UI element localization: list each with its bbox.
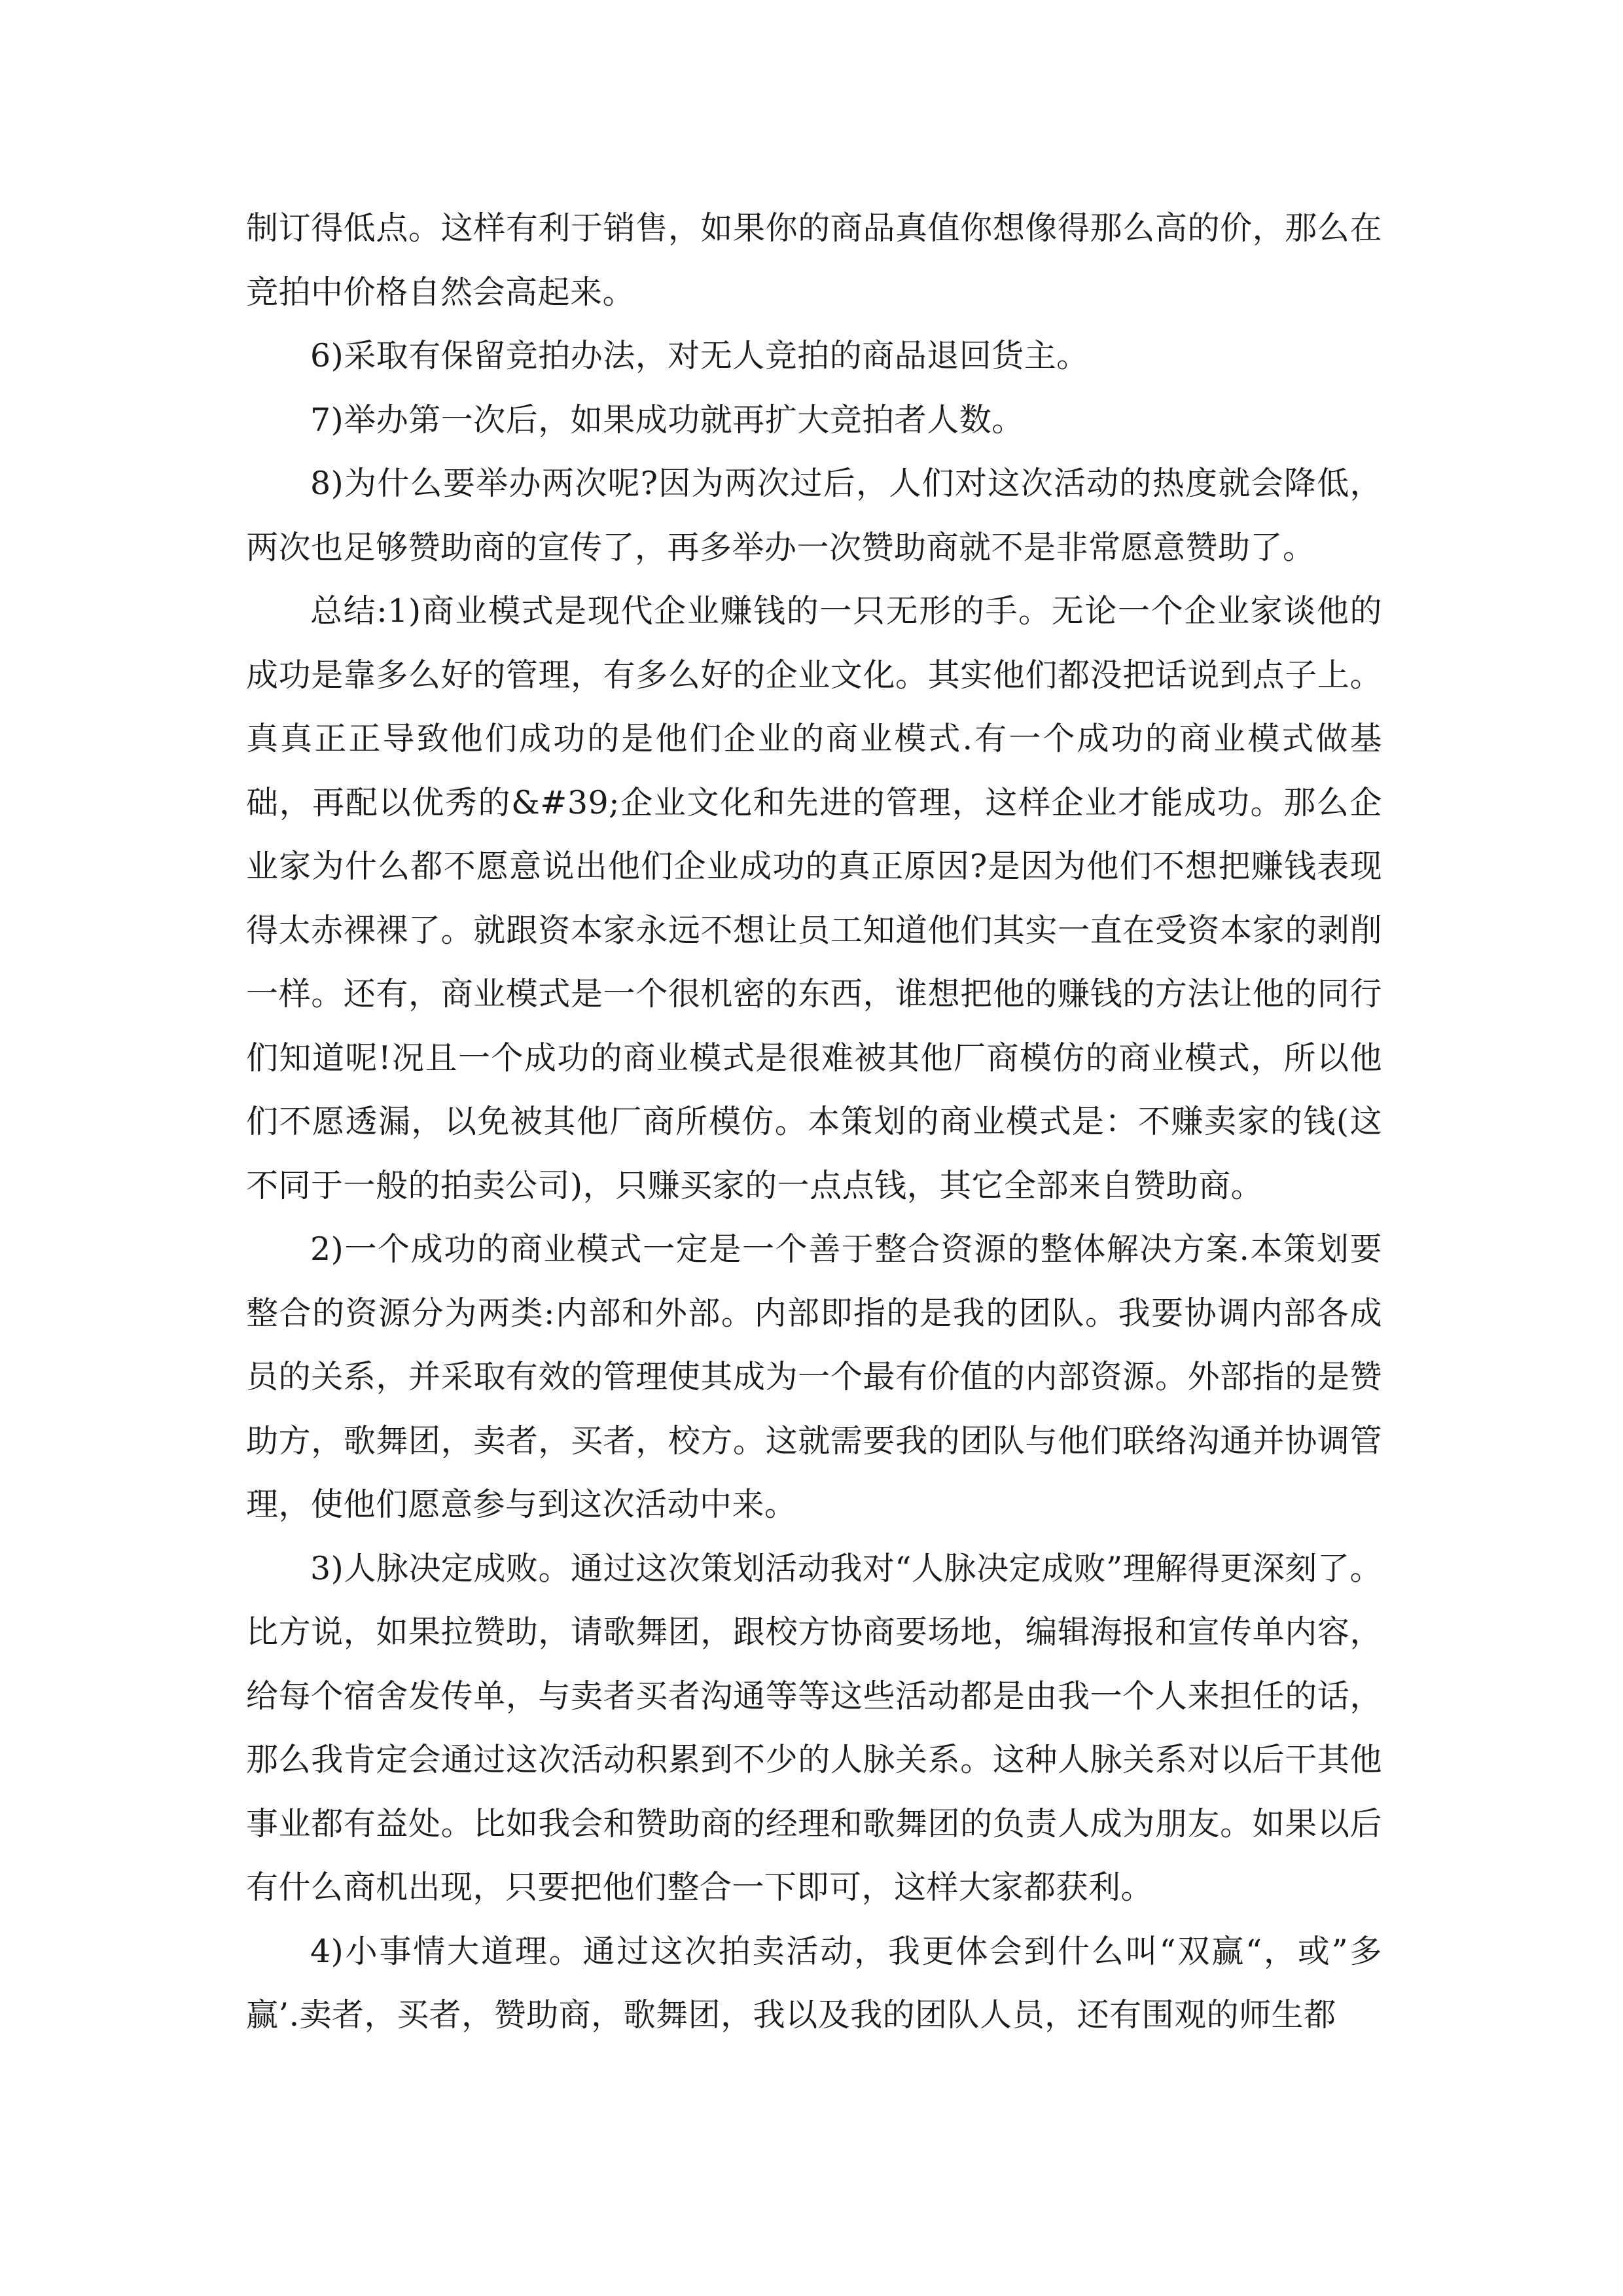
document-body bbox=[246, 196, 1382, 2047]
paragraph-item-6: 6)采取有保留竞拍办法，对无人竞拍的商品退回货主。 bbox=[310, 337, 1089, 374]
paragraph-item-8: 8)为什么要举办两次呢?因为两次过后，人们对这次活动的热度就会降低，两次也足够赞助商的宣传了，再多举办一次赞助商就不是非常愿意赞助了。 bbox=[246, 465, 1382, 566]
paragraph-summary-4: 4)小事情大道理。通过这次拍卖活动，我更体会到什么叫“双赢“，或”多赢’.卖者，买者，赞助商，歌舞团，我以及我的团队人员，还有围观的师生都 bbox=[246, 1932, 1382, 2034]
paragraph-summary-1: 总结:1)商业模式是现代企业赚钱的一只无形的手。无论一个企业家谈他的成功是靠多么好的管理，有多么好的企业文化。其实他们都没把话说到点子上。真真正正导致他们成功的是他们企业的商业模式.有一个成功的商业模式做基础，再配以优秀的&#39;企业文化和先进的管理，这样企业才能成功。那么企业家为什么都不愿意说出他们企业成功的真正原因?是因为他们不想把赚钱表现得太赤裸裸了。就跟资本家永远不想让员工知道他们其实一直在受资本家的剥削一样。还有，商业模式是一个很机密的东西，谁想把他的赚钱的方法让他的同行们知道呢!况且一个成功的商业模式是很难被其他厂商模仿的商业模式，所以他们不愿透漏，以免被其他厂商所模仿。本策划的商业模式是：不赚卖家的钱(这不同于一般的拍卖公司)，只赚买家的一点点钱，其它全部来自赞助商。 bbox=[246, 592, 1382, 1204]
paragraph-summary-2: 2)一个成功的商业模式一定是一个善于整合资源的整体解决方案.本策划要整合的资源分为两类:内部和外部。内部即指的是我的团队。我要协调内部各成员的关系，并采取有效的管理使其成为一个最有价值的内部资源。外部指的是赞助方，歌舞团，卖者，买者，校方。这就需要我的团队与他们联络沟通并协调管理，使他们愿意参与到这次活动中来。 bbox=[246, 1230, 1382, 1523]
paragraph-summary-3: 3)人脉决定成败。通过这次策划活动我对“人脉决定成败”理解得更深刻了。比方说，如果拉赞助，请歌舞团，跟校方协商要场地，编辑海报和宣传单内容，给每个宿舍发传单，与卖者买者沟通等等这些活动都是由我一个人来担任的话，那么我肯定会通过这次活动积累到不少的人脉关系。这种人脉关系对以后干其他事业都有益处。比如我会和赞助商的经理和歌舞团的负责人成为朋友。如果以后有什么商机出现，只要把他们整合一下即可，这样大家都获利。 bbox=[246, 1549, 1382, 1906]
paragraph-item-7: 7)举办第一次后，如果成功就再扩大竞拍者人数。 bbox=[310, 401, 1024, 439]
paragraph-continuation: 制订得低点。这样有利于销售，如果你的商品真值你想像得那么高的价，那么在竞拍中价格自然会高起来。 bbox=[246, 209, 1382, 311]
